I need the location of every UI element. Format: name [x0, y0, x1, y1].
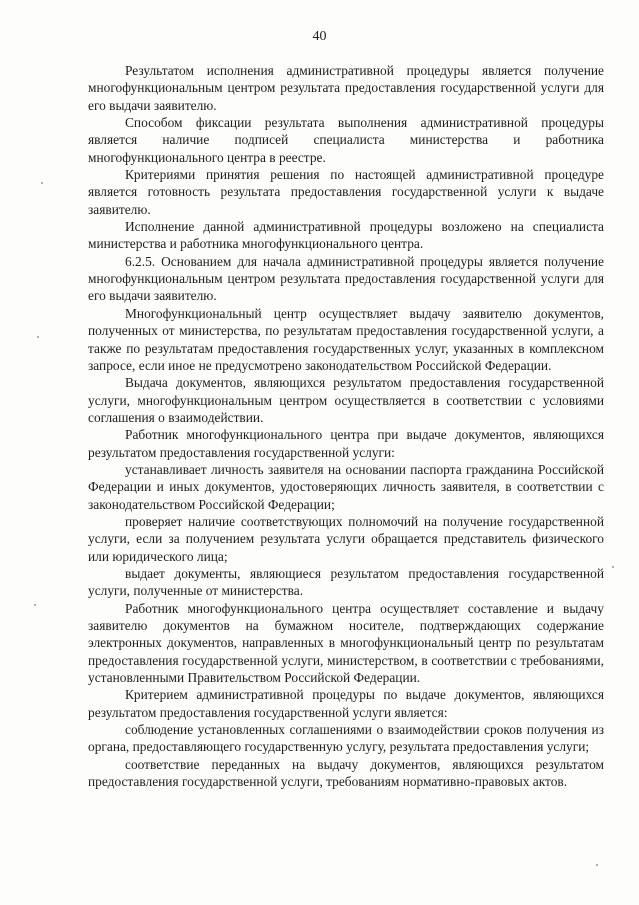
paragraph: Критериями принятия решения по настоящей административной процедуре является готовность результата предоставления государственной услуги к выдаче заявителю. — [88, 167, 604, 217]
paragraph: Критерием административной процедуры по выдаче документов, являющихся результатом предоставления государственной услуги является: — [88, 687, 604, 720]
paragraph: соответствие переданных на выдачу документов, являющихся результатом предоставления государственной услуги, требованиям нормативно-правовых актов. — [88, 756, 604, 790]
scan-speck — [34, 604, 36, 606]
scan-speck — [596, 864, 598, 866]
paragraph: Работник многофункционального центра осуществляет составление и выдачу заявителю документов на бумажном носителе, подтверждающих содержание электронных документов, направленных в многофункциональный центр по результатам предоставления государственной услуги, министерством, в соответствии с требованиями, установленными Правительством Российской Федерации. — [88, 600, 604, 686]
paragraph: Способом фиксации результата выполнения административной процедуры является наличие подписей специалиста министерства и работника многофункционального центра в реестре. — [88, 115, 604, 165]
paragraph: Выдача документов, являющихся результатом предоставления государственной услуги, многофункциональным центром осуществляется в соответствии с условиями соглашения о взаимодействии. — [88, 375, 604, 425]
paragraph: Результатом исполнения административной процедуры является получение многофункциональным центром результата предоставления государственной услуги для его выдачи заявителю. — [88, 63, 604, 113]
scan-speck — [41, 182, 43, 184]
paragraph: Многофункциональный центр осуществляет выдачу заявителю документов, полученных от министерства, по результатам предоставления государственной услуги, а также по результатам предоставления государственных услуг, указанных в комплексном запросе, если иное не предусмотрено законодательством Российской Федерации. — [88, 305, 604, 373]
paragraph: Работник многофункционального центра при выдаче документов, являющихся результатом предоставления государственной услуги: — [88, 427, 604, 460]
scan-speck — [37, 336, 39, 338]
paragraph: Исполнение данной административной процедуры возложено на специалиста министерства и работника многофункционального центра. — [88, 219, 604, 252]
paragraph: проверяет наличие соответствующих полномочий на получение государственной услуги, если за получением результата услуги обращается представитель физического или юридического лица; — [88, 513, 604, 564]
paragraph: 6.2.5. Основанием для начала административной процедуры является получение многофункциональным центром результата предоставления государственной услуги для его выдачи заявителю. — [88, 253, 604, 304]
paragraph: устанавливает личность заявителя на основании паспорта гражданина Российской Федерации и иных документов, удостоверяющих личность заявителя, в соответствии с законодательством Российской Федерации; — [88, 461, 604, 512]
paragraph: соблюдение установленных соглашениями о взаимодействии сроков получения из органа, предоставляющего государственную услугу, результата предоставления услуги; — [88, 722, 604, 755]
page-number: 40 — [312, 29, 327, 44]
scan-speck — [612, 566, 614, 568]
document-body — [88, 62, 604, 790]
paragraph: выдает документы, являющиеся результатом предоставления государственной услуги, полученные от министерства. — [88, 565, 604, 599]
